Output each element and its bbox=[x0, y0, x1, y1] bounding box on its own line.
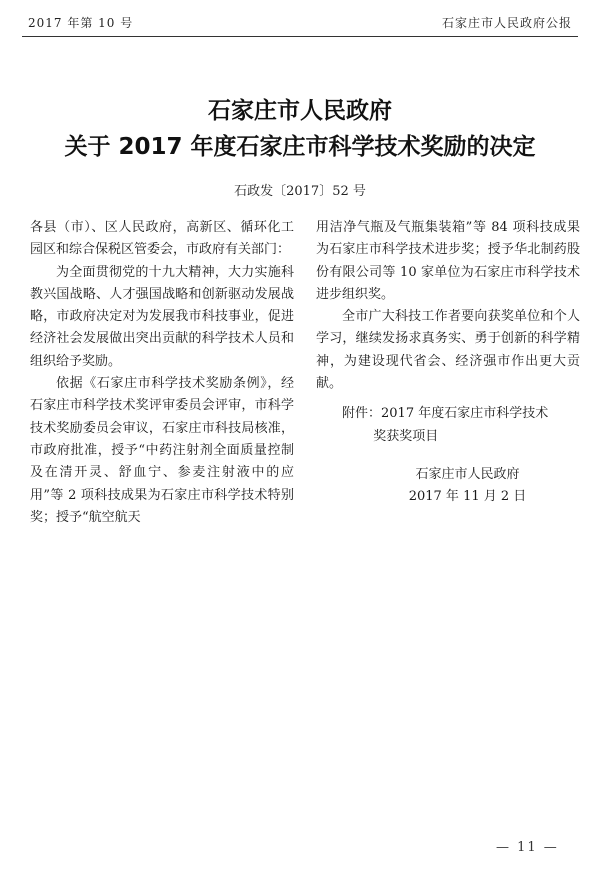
paragraph-1: 为全面贯彻党的十九大精神，大力实施科教兴国战略、人才强国战略和创新驱动发展战略，市政府决定对为发展我市科技事业，促进经济社会发展做出突出贡献的科学技术人员和组织给予奖励。 bbox=[30, 264, 294, 369]
paragraph-3: 全市广大科技工作者要向获奖单位和个人学习，继续发扬求真务实、勇于创新的科学精神，为建设现代省会、经济强市作出更大贡献。 bbox=[316, 309, 580, 392]
signature-date: 2017 年 11 月 2 日 bbox=[408, 489, 527, 505]
page-number: — 11 — bbox=[496, 840, 559, 855]
attachment-continued: 奖获奖项目 bbox=[373, 428, 439, 444]
left-column bbox=[30, 217, 294, 529]
header-divider bbox=[22, 36, 578, 37]
document-title-line2: 关于 2017 年度石家庄市科学技术奖励的决定 bbox=[64, 134, 536, 160]
right-column bbox=[316, 217, 580, 509]
paragraph-2-continued: 用洁净气瓶及气瓶集装箱”等 84 项科技成果为石家庄市科学技术进步奖；授予华北制药股份有限公司等 10 家单位为石家庄市科学技术进步组织奖。 bbox=[316, 220, 580, 302]
document-title-line1: 石家庄市人民政府 bbox=[208, 98, 392, 124]
issue-label: 2017 年第 10 号 bbox=[28, 16, 134, 30]
publication-name: 石家庄市人民政府公报 bbox=[441, 16, 572, 30]
document-number: 石政发〔2017〕52 号 bbox=[234, 184, 366, 199]
signature-org: 石家庄市人民政府 bbox=[415, 466, 520, 482]
attachment-label: 附件：2017 年度石家庄市科学技术 bbox=[342, 406, 549, 422]
paragraph-2: 依据《石家庄市科学技术奖励条例》，经石家庄市科学技术奖评审委员会评审，市科学技术奖励委员会审议，石家庄市科技局核准，市政府批准，授予“中药注射剂全面质量控制及在清开灵、舒血宁、参麦注射液中的应用”等 2 项科技成果为石家庄市科学技术特别奖；授予“航空航天 bbox=[30, 376, 294, 525]
salutation: 各县（市）、区人民政府，高新区、循环化工园区和综合保税区管委会，市政府有关部门： bbox=[30, 220, 294, 258]
